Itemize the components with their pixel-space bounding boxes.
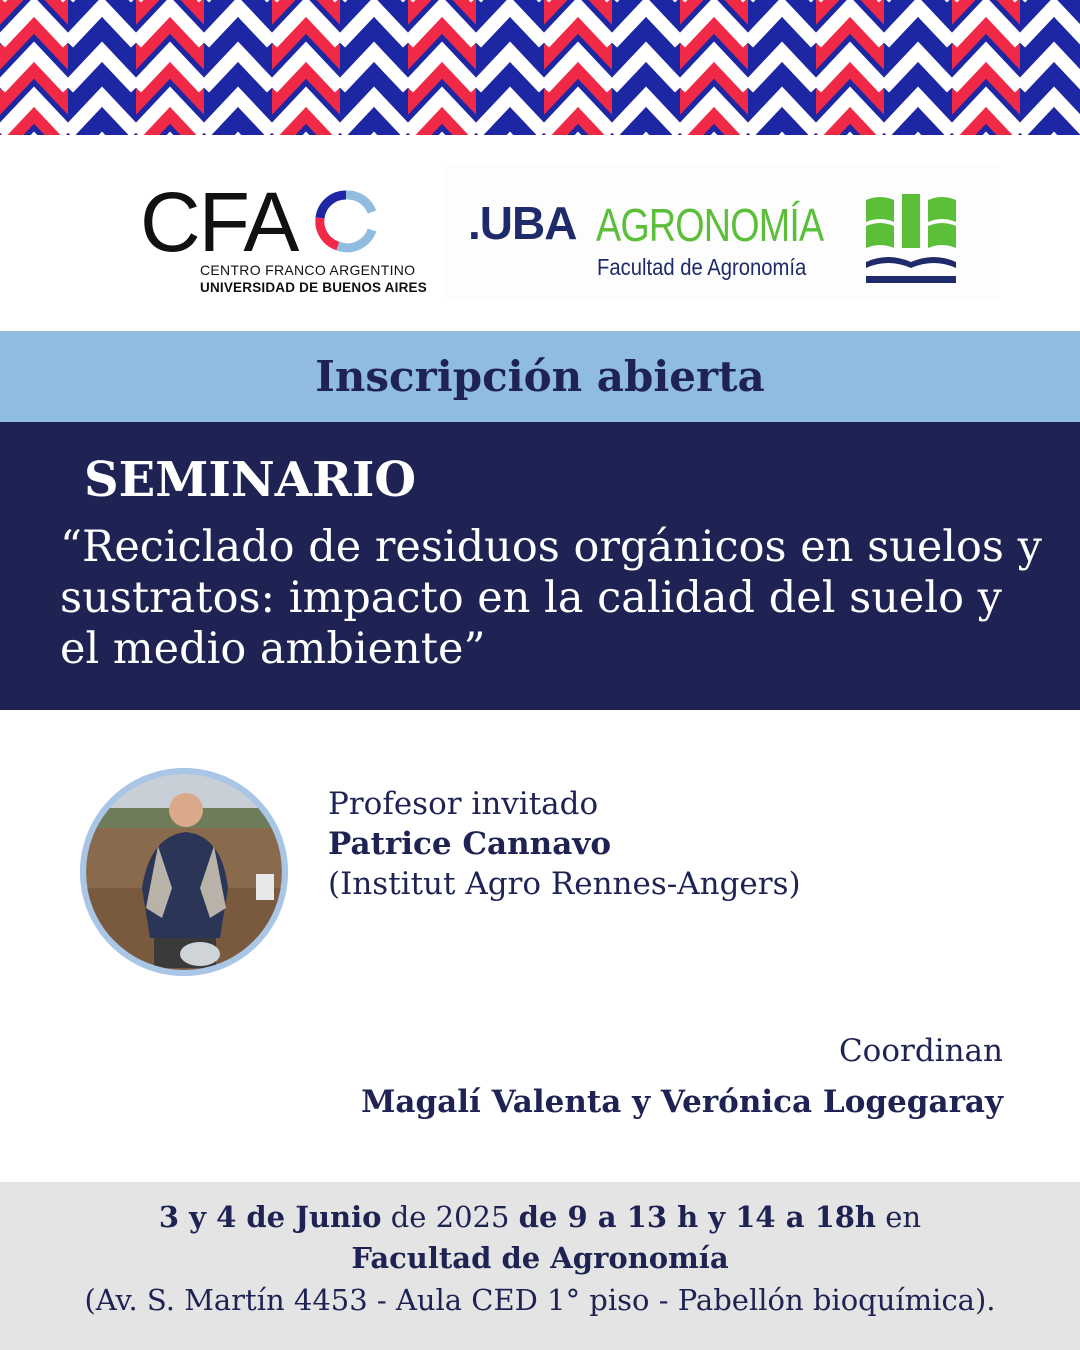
footer-year: de 2025 (381, 1200, 519, 1234)
uba-logo-prefix: .UBA (468, 197, 577, 249)
professor-photo (80, 768, 288, 976)
coordinators-label: Coordinan (838, 1033, 1003, 1069)
registration-open-banner: Inscripción abierta (0, 331, 1080, 422)
seminar-title: “Reciclado de residuos orgánicos en suelos y sustratos: impacto en la calidad del suelo y el medio ambiente” (60, 522, 1042, 674)
footer-hours: de 9 a 13 h y 14 a 18h (518, 1200, 877, 1234)
uba-logo-subtitle: Facultad de Agronomía (597, 254, 807, 280)
uba-book-emblem-icon (864, 194, 958, 286)
cfa-logo-line1: CENTRO FRANCO ARGENTINO (200, 262, 416, 278)
professor-role: Profesor invitado (328, 786, 599, 822)
professor-institution: (Institut Agro Rennes-Angers) (328, 866, 801, 902)
footer-address: (Av. S. Martín 4453 - Aula CED 1° piso - Pabellón bioquímica). (84, 1283, 996, 1317)
cfa-logo-text: CFA (140, 175, 298, 269)
cfa-logo-line2: UNIVERSIDAD DE BUENOS AIRES (200, 280, 427, 295)
footer-dates: 3 y 4 de Junio (158, 1200, 382, 1234)
footer-en: en (876, 1200, 922, 1234)
chevron-pattern-banner (0, 0, 1080, 135)
footer-venue: Facultad de Agronomía (351, 1241, 729, 1275)
coordinators-names: Magalí Valenta y Verónica Logegaray (361, 1084, 1003, 1120)
cfa-logo-ring-icon (313, 188, 379, 254)
seminar-label: SEMINARIO (84, 452, 417, 508)
footer-date-line (0, 1200, 1080, 1234)
uba-logo-name: AGRONOMÍA (596, 199, 824, 251)
professor-name: Patrice Cannavo (328, 826, 611, 862)
